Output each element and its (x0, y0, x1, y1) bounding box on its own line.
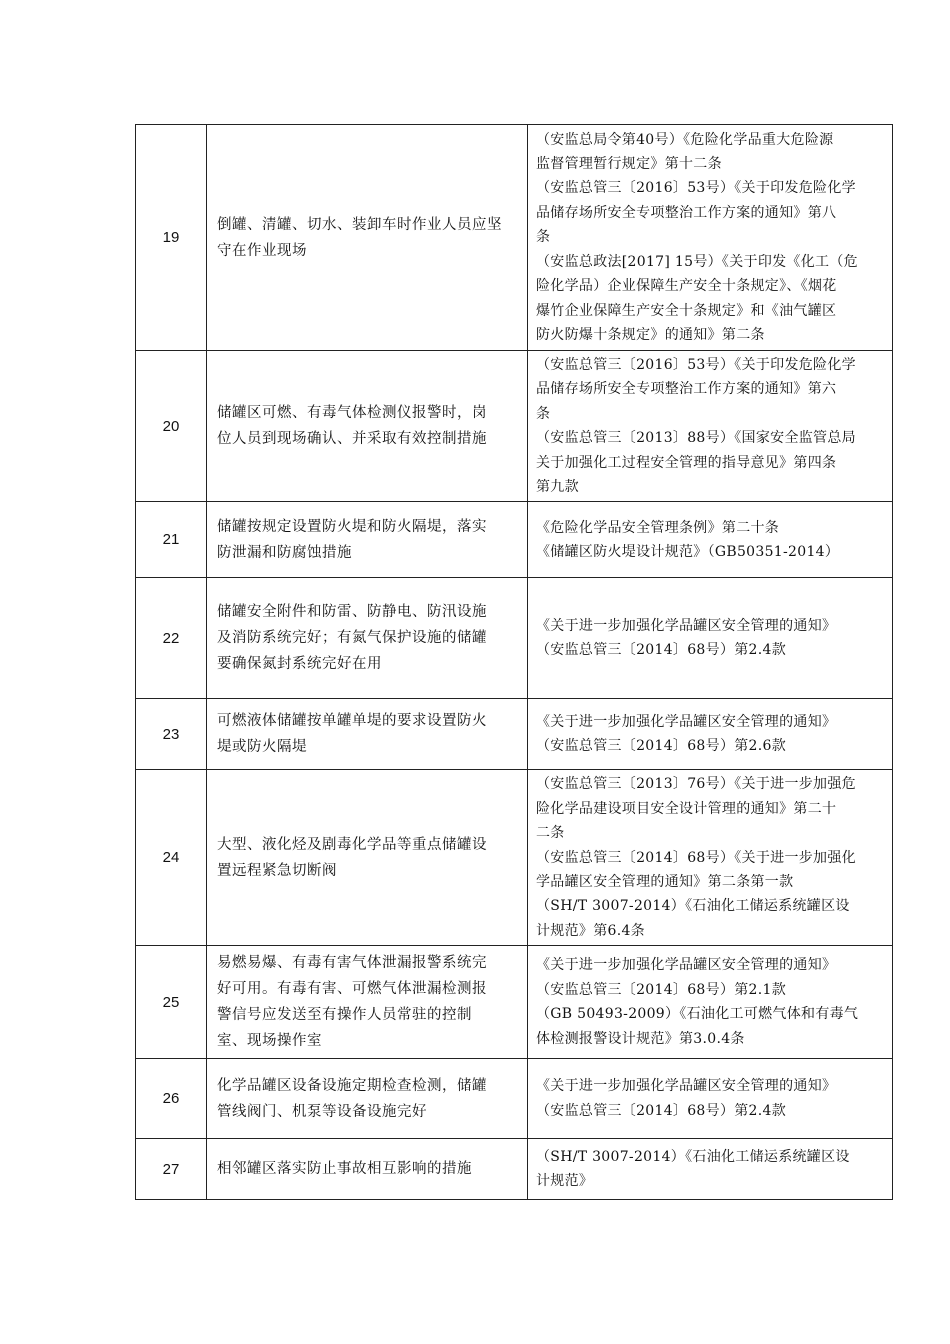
row-number: 19 (136, 125, 207, 351)
legal-basis (528, 1139, 893, 1200)
basis-line: （SH/T 3007-2014）《石油化工储运系统罐区设 (536, 1148, 850, 1165)
table-row (136, 770, 893, 946)
check-item-line: 管线阀门、机泵等设备设施完好 (217, 1103, 427, 1120)
basis-line: （安监总管三〔2014〕68号）第2.1款 (536, 981, 787, 998)
check-item-line: 储罐安全附件和防雷、防静电、防汛设施 (217, 604, 487, 621)
basis-line: 条 (536, 405, 551, 422)
check-item (207, 946, 528, 1059)
basis-line: （安监总管三〔2016〕53号）《关于印发危险化学 (536, 357, 856, 373)
basis-line: （安监总政法[2017] 15号）《关于印发《化工（危 (536, 253, 858, 270)
check-item-line: 倒罐、清罐、切水、装卸车时作业人员应坚 (217, 216, 502, 233)
table-row (136, 1139, 893, 1200)
basis-line: （安监总管三〔2016〕53号）《关于印发危险化学 (536, 180, 856, 197)
legal-basis (528, 578, 893, 699)
basis-line: （GB 50493-2009）《石油化工可燃气体和有毒气 (536, 1006, 859, 1023)
basis-line: （安监总管三〔2013〕76号）《关于进一步加强危 (536, 776, 856, 793)
legal-basis (528, 1059, 893, 1139)
check-item (207, 1059, 528, 1139)
basis-line: （安监总管三〔2014〕68号）第2.4款 (536, 642, 787, 659)
legal-basis (528, 351, 893, 502)
check-item-line: 守在作业现场 (217, 242, 307, 259)
check-item (207, 125, 528, 351)
basis-line: 《关于进一步加强化学品罐区安全管理的通知》 (536, 618, 837, 635)
basis-line: 学品罐区安全管理的通知》第二条第一款 (536, 874, 794, 891)
check-item-line: 化学品罐区设备设施定期检查检测，储罐 (217, 1077, 487, 1094)
check-item-line: 及消防系统完好；有氮气保护设施的储罐 (217, 630, 487, 647)
row-number: 26 (136, 1059, 207, 1139)
check-item-line: 防泄漏和防腐蚀措施 (217, 544, 352, 561)
basis-line: 品储存场所安全专项整治工作方案的通知》第八 (536, 204, 837, 221)
regulation-table (135, 124, 893, 1200)
check-item-line: 位人员到现场确认、并采取有效控制措施 (217, 431, 487, 448)
check-item-line: 可燃液体储罐按单罐单堤的要求设置防火 (217, 713, 487, 730)
basis-line: （SH/T 3007-2014）《石油化工储运系统罐区设 (536, 898, 850, 915)
check-item (207, 502, 528, 578)
table-row (136, 946, 893, 1059)
basis-line: （安监总管三〔2014〕68号）第2.4款 (536, 1102, 787, 1119)
check-item-line: 储罐区可燃、有毒气体检测仪报警时，岗 (217, 405, 487, 422)
check-item (207, 770, 528, 946)
basis-line: 《危险化学品安全管理条例》第二十条 (536, 519, 780, 536)
row-number: 22 (136, 578, 207, 699)
basis-line: 二条 (536, 825, 565, 842)
check-item-line: 好可用。有毒有害、可燃气体泄漏检测报 (217, 981, 487, 998)
check-item-line: 大型、液化烃及剧毒化学品等重点储罐设 (217, 836, 487, 853)
legal-basis (528, 502, 893, 578)
basis-line: 《储罐区防火堤设计规范》（GB50351-2014） (536, 543, 840, 560)
table-row (136, 351, 893, 502)
table-row (136, 699, 893, 770)
check-item-line: 相邻罐区落实防止事故相互影响的措施 (217, 1161, 472, 1178)
basis-line: 《关于进一步加强化学品罐区安全管理的通知》 (536, 957, 837, 974)
legal-basis (528, 125, 893, 351)
table-row (136, 578, 893, 699)
check-item-line: 易燃易爆、有毒有害气体泄漏报警系统完 (217, 955, 487, 972)
check-item (207, 351, 528, 502)
table-row (136, 125, 893, 351)
row-number: 23 (136, 699, 207, 770)
check-item-line: 要确保氮封系统完好在用 (217, 656, 382, 673)
legal-basis (528, 770, 893, 946)
basis-line: 第九款 (536, 479, 579, 496)
basis-line: 品储存场所安全专项整治工作方案的通知》第六 (536, 381, 837, 398)
basis-line: （安监总管三〔2014〕68号）《关于进一步加强化 (536, 849, 856, 866)
check-item-line: 置远程紧急切断阀 (217, 862, 337, 879)
basis-line: 险化学品）企业保障生产安全十条规定》、《烟花 (536, 278, 837, 295)
check-item (207, 578, 528, 699)
row-number: 27 (136, 1139, 207, 1200)
table-row (136, 1059, 893, 1139)
basis-line: 《关于进一步加强化学品罐区安全管理的通知》 (536, 714, 837, 731)
basis-line: 体检测报警设计规范》第3.0.4条 (536, 1030, 745, 1047)
basis-line: 条 (536, 229, 551, 246)
legal-basis (528, 699, 893, 770)
basis-line: 监督管理暂行规定》第十二条 (536, 156, 722, 173)
check-item-line: 警信号应发送至有操作人员常驻的控制 (217, 1007, 472, 1024)
check-item (207, 699, 528, 770)
table-row (136, 502, 893, 578)
basis-line: 计规范》 (536, 1173, 594, 1190)
row-number: 24 (136, 770, 207, 946)
basis-line: （安监总局令第40号）《危险化学品重大危险源 (536, 131, 834, 148)
basis-line: 防火防爆十条规定》的通知》第二条 (536, 326, 765, 343)
basis-line: 《关于进一步加强化学品罐区安全管理的通知》 (536, 1078, 837, 1095)
basis-line: 计规范》第6.4条 (536, 922, 645, 939)
basis-line: 关于加强化工过程安全管理的指导意见》第四条 (536, 454, 837, 471)
row-number: 20 (136, 351, 207, 502)
check-item-line: 储罐按规定设置防火堤和防火隔堤，落实 (217, 518, 487, 535)
check-item-line: 室、现场操作室 (217, 1033, 322, 1050)
basis-line: （安监总管三〔2013〕88号）《国家安全监管总局 (536, 430, 856, 447)
basis-line: （安监总管三〔2014〕68号）第2.6款 (536, 738, 787, 755)
check-item (207, 1139, 528, 1200)
basis-line: 爆竹企业保障生产安全十条规定》和《油气罐区 (536, 302, 837, 319)
row-number: 25 (136, 946, 207, 1059)
basis-line: 险化学品建设项目安全设计管理的通知》第二十 (536, 800, 837, 817)
legal-basis (528, 946, 893, 1059)
table-body (136, 125, 893, 1200)
check-item-line: 堤或防火隔堤 (217, 739, 307, 756)
row-number: 21 (136, 502, 207, 578)
